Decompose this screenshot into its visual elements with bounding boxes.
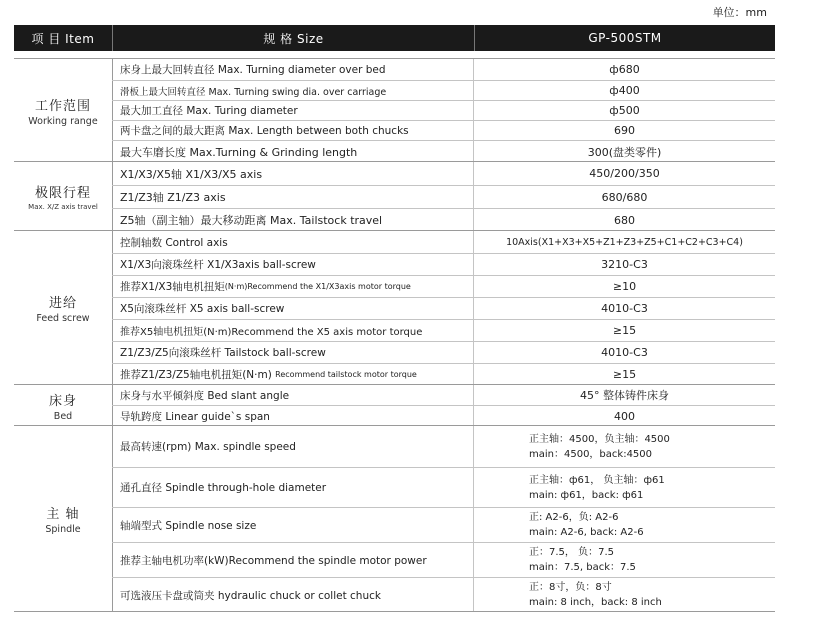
- value-cell: ≥15: [612, 368, 637, 381]
- value-line-1: 正: A2-6，负: A2-6: [529, 512, 619, 523]
- spec-cell: Z1/Z3轴 Z1/Z3 axis: [112, 186, 474, 208]
- value-cell: [474, 508, 775, 542]
- table-row: [112, 297, 775, 319]
- value-cell: 300(盘类零件): [587, 145, 662, 159]
- table-row: [112, 507, 775, 542]
- group-label-en: Working range: [28, 115, 98, 127]
- table-row: [112, 467, 775, 507]
- value-line-2: main：4500，back:4500: [529, 448, 653, 460]
- spec-cell: 最大车磨长度 Max.Turning & Grinding length: [112, 141, 474, 162]
- value-cell: ≥10: [612, 280, 637, 293]
- value-cell: [474, 578, 775, 612]
- value-cell: [474, 426, 775, 467]
- spec-cell: 推荐X5轴电机扭矩(N·m)Recommend the X5 axis motor torque: [112, 320, 474, 341]
- table-header: [14, 25, 775, 51]
- table-row: [112, 426, 775, 467]
- value-cell: 690: [614, 124, 635, 137]
- table-bottom-border: [14, 611, 775, 612]
- group-label: [14, 385, 113, 426]
- spec-cell: 床身上最大回转直径 Max. Turning diameter over bed: [112, 59, 474, 80]
- value-cell: ≥15: [612, 324, 637, 337]
- value-cell: 4010-C3: [601, 346, 648, 359]
- group-working-range: [14, 58, 775, 162]
- table-row: [112, 120, 775, 140]
- table-row: [112, 185, 775, 208]
- spec-cell: 导轨跨度 Linear guide`s span: [112, 406, 474, 426]
- value-line-1: 正主轴：ф61， 负主轴：ф61: [529, 474, 665, 486]
- group-spindle: [14, 425, 775, 612]
- value-cell: [474, 468, 775, 507]
- table-row: [112, 385, 775, 405]
- group-label-zh: 主 轴: [46, 507, 80, 522]
- value-cell: 45° 整体铸件床身: [580, 389, 669, 402]
- value-cell: [474, 543, 775, 577]
- value-cell: ф680: [609, 63, 640, 76]
- group-label-zh: 工作范围: [34, 98, 91, 114]
- spec-text: 推荐Z1/Z3/Z5轴电机扭矩(N·m): [120, 369, 272, 381]
- table-row: [112, 59, 775, 80]
- unit-label: 单位：mm: [712, 6, 767, 19]
- table-row: [112, 577, 775, 612]
- spec-cell: X5向滚珠丝杆 X5 axis ball-screw: [112, 298, 474, 319]
- spec-cell: Z5轴（副主轴）最大移动距离 Max. Tailstock travel: [112, 209, 474, 231]
- value-cell: 4010-C3: [601, 302, 648, 315]
- spec-cell: Z1/Z3/Z5向滚珠丝杆 Tailstock ball-screw: [112, 342, 474, 363]
- table-row: [112, 140, 775, 162]
- group-feed-screw: [14, 230, 775, 385]
- header-spec: 规 格 Size: [112, 25, 474, 51]
- value-cell: 450/200/350: [589, 167, 660, 180]
- spec-text-small: (N·m)Recommend the X1/X3axis motor torque: [224, 282, 411, 291]
- value-line-1: 正：7.5， 负：7.5: [529, 547, 614, 558]
- value-cell: 680/680: [601, 190, 648, 204]
- spec-cell: 滑板上最大回转直径 Max. Turning swing dia. over carriage: [112, 81, 474, 100]
- spec-cell: 轴端型式 Spindle nose size: [112, 508, 474, 542]
- spec-cell: [112, 364, 474, 385]
- value-cell: 400: [614, 409, 635, 423]
- table-row: [112, 208, 775, 231]
- table-row: [112, 542, 775, 577]
- value-line-2: main：7.5, back：7.5: [529, 562, 636, 573]
- value-cell: 680: [614, 213, 635, 227]
- value-line-1: 正主轴：4500，负主轴：4500: [529, 433, 670, 445]
- group-label: [14, 426, 113, 612]
- spec-cell: 最高转速(rpm) Max. spindle speed: [112, 426, 474, 467]
- spec-cell: 推荐主轴电机功率(kW)Recommend the spindle motor power: [112, 543, 474, 577]
- value-line-1: 正：8寸，负：8寸: [529, 582, 612, 593]
- group-label: [14, 231, 113, 385]
- table-row: [112, 405, 775, 426]
- spec-cell: [112, 276, 474, 297]
- spec-cell: 最大加工直径 Max. Turing diameter: [112, 101, 474, 120]
- group-label-en: Feed screw: [36, 313, 90, 324]
- group-label-en: Spindle: [45, 524, 81, 535]
- group-label: [14, 59, 113, 162]
- table-row: [112, 80, 775, 100]
- spec-cell: 可选液压卡盘或筒夹 hydraulic chuck or collet chuck: [112, 578, 474, 612]
- spec-text-small: Recommend tailstock motor torque: [275, 370, 417, 379]
- table-row: [112, 319, 775, 341]
- group-axis-travel: [14, 161, 775, 231]
- group-label-zh: 进给: [48, 296, 77, 311]
- group-bed: [14, 384, 775, 426]
- group-label: [14, 162, 113, 231]
- spec-cell: 床身与水平倾斜度 Bed slant angle: [112, 385, 474, 405]
- table-row: [112, 162, 775, 185]
- group-label-zh: 极限行程: [34, 186, 91, 201]
- spec-cell: 通孔直径 Spindle through-hole diameter: [112, 468, 474, 507]
- spec-text: 推荐X1/X3轴电机扭矩: [120, 281, 225, 293]
- value-cell: 10Axis(X1+X3+X5+Z1+Z3+Z5+C1+C2+C3+C4): [506, 236, 743, 248]
- spec-cell: 控制轴数 Control axis: [112, 231, 474, 253]
- value-line-2: main: A2-6, back: A2-6: [529, 527, 644, 538]
- spec-cell: X1/X3向滚珠丝杆 X1/X3axis ball-screw: [112, 254, 474, 275]
- value-line-2: main: 8 inch，back: 8 inch: [529, 597, 662, 608]
- value-cell: 3210-C3: [601, 258, 648, 271]
- spec-cell: X1/X3/X5轴 X1/X3/X5 axis: [112, 162, 474, 185]
- value-cell: ф500: [609, 104, 640, 117]
- group-label-zh: 床身: [48, 393, 77, 409]
- group-label-en: Bed: [53, 410, 73, 422]
- header-item: 项 目 Item: [31, 31, 95, 46]
- table-row: [112, 231, 775, 253]
- header-model: GP-500STM: [474, 25, 775, 51]
- group-label-en: Max. X/Z axis travel: [28, 203, 98, 211]
- table-row: [112, 100, 775, 120]
- table-row: [112, 253, 775, 275]
- table-row: [112, 363, 775, 385]
- value-line-2: main: ф61，back: ф61: [529, 489, 644, 501]
- spec-cell: 两卡盘之间的最大距离 Max. Length between both chucks: [112, 121, 474, 140]
- value-cell: ф400: [609, 84, 640, 97]
- table-row: [112, 275, 775, 297]
- table-row: [112, 341, 775, 363]
